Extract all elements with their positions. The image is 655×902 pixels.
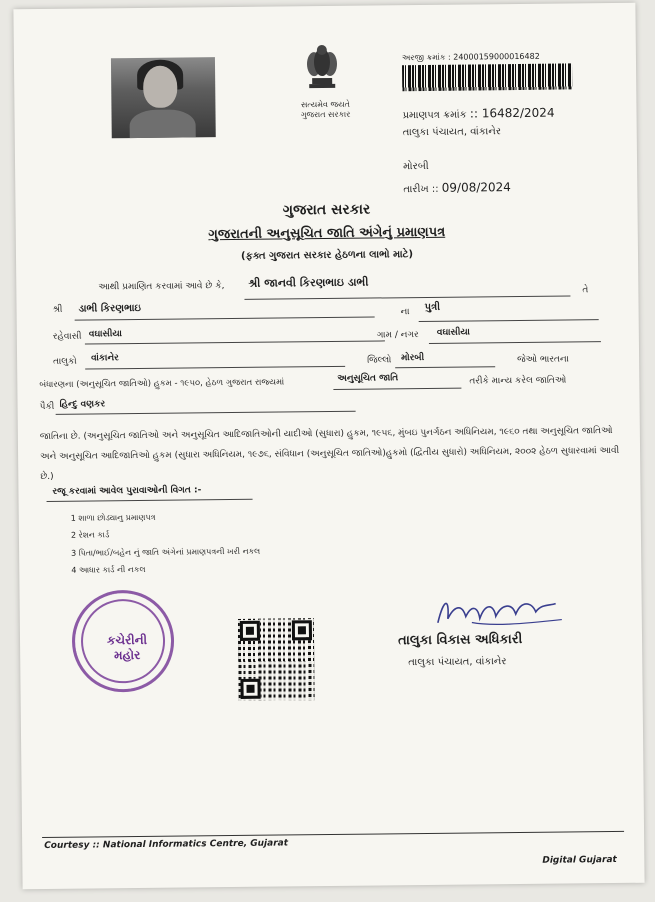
document-item-4: 4 આધાર કાર્ડ ની નકલ [71, 564, 146, 575]
emblem-caption-1: સત્યમેવ જયતે [300, 99, 350, 110]
certificate-no: :: 16482/2024 [469, 105, 555, 121]
father-name: ડાભી કિરણભાઇ [78, 302, 141, 315]
document-item-3: 3 પિતા/ભાઈ/બહેન નું જાતિ અંગેનાં પ્રમાણપત્રની ખરી નકલ [71, 546, 261, 558]
constitution-text: બંધારણના (અનુસૂચિત જાતિઓ) હુકમ - ૧૯૫૦, હેઠળ ગુજરાત રાજ્યમાં [39, 377, 285, 391]
certificate-paper [13, 3, 644, 889]
certificate-title: ગુજરાતની અનુસૂચિત જાતિ અંગેનું પ્રમાણપત્ર [208, 224, 446, 243]
caste: હિન્દુ વણકર [59, 399, 106, 410]
qr-code [238, 618, 315, 701]
signatory-office: તાલુકા પંચાયત, વાંકાનેર [408, 656, 507, 669]
document-item-2: 2 રેશન કાર્ડ [70, 530, 110, 540]
recognized-text: તરીકે માન્ય કરેલ જાતિઓ [469, 375, 567, 387]
national-emblem-icon [292, 42, 353, 99]
application-no-label: અરજી ક્રમાંક : [401, 52, 451, 63]
taluka-label: તાલુકો [53, 356, 77, 367]
certify-label: આથી પ્રમાણિત કરવામાં આવે છે કે, [98, 281, 225, 293]
barcode [402, 63, 572, 91]
district: મોરબી [401, 352, 425, 364]
na-label: ના [400, 307, 410, 318]
jeo-bharat-label: જેઓ ભારતના [517, 354, 569, 366]
relation: પુત્રી [424, 301, 441, 313]
village-label: ગામ / નગર [376, 330, 419, 341]
legal-paragraph: જાતિના છે. (અનુસૂચિત જાતિઓ અને અનુસૂચિત આદિજાતિઓની યાદીઓ (સુધારા) હુકમ, ૧૯૫૬, મુંબઇ પુનર્ગઠન અધિનિયમ, ૧૯૬૦ તથા અનુસૂચિત જાતિઓ અને અનુસૂચિત આદિજાતિઓ હુકમ (સુધારા અધિનિયમ, ૧૯૭૬, સંવિધાન (અનુસૂચિત જાતિઓ)હુકમો (દ્વિતીય સુધારો) અધિનિયમ, ૨૦૦૨ હેઠળ સુધારવામાં આવી છે.) [39, 426, 620, 483]
applicant-name: શ્રી જાનવી કિરણભાઇ ડાભી [248, 275, 369, 290]
shri-label: શ્રી [52, 304, 63, 315]
documents-heading: રજૂ કરવામાં આવેલ પુરાવાઓની વિગત :- [52, 485, 202, 497]
district-label: જિલ્લો [367, 355, 392, 366]
office-line: તાલુકા પંચાયત, વાંકાનેર [402, 126, 502, 139]
taluka: વાંકાનેર [91, 353, 119, 364]
certificate-subtitle: (ફક્ત ગુજરાત સરકાર હેઠળના લાભો માટે) [240, 249, 414, 262]
paiki-label: પૈકી [39, 401, 55, 413]
village: વઘાસીયા [436, 327, 471, 338]
signatory-title: તાલુકા વિકાસ અધિકારી [397, 631, 523, 649]
emblem-caption-2: ગુજરાત સરકાર [300, 109, 351, 120]
date-label: તારીખ :: [403, 183, 439, 196]
document-item-1: 1 શાળા છોડ્યાનુ પ્રમાણપત્ર [70, 512, 156, 523]
resident-label: રહેવાસી [52, 331, 82, 342]
application-no: 24000159000016482 [453, 51, 540, 62]
date: 09/08/2024 [441, 180, 511, 195]
brand-text: Digital Gujarat [542, 855, 617, 866]
certificate-no-label: પ્રમાણપત્ર ક્રમાંક [402, 109, 467, 122]
district-line: મોરબી [403, 160, 429, 173]
category: અનુસૂચિત જાતિ [337, 373, 399, 384]
te-label: તે [582, 285, 589, 296]
resident: વઘાસીયા [88, 329, 123, 340]
courtesy-text: Courtesy :: National Informatics Centre, Gujarat [44, 838, 289, 852]
signature-icon [432, 591, 572, 632]
applicant-photo [111, 57, 216, 138]
seal-center-text: કચેરીની મહોર [106, 632, 148, 663]
office-seal [72, 590, 175, 693]
government-title: ગુજરાત સરકાર [282, 201, 371, 219]
